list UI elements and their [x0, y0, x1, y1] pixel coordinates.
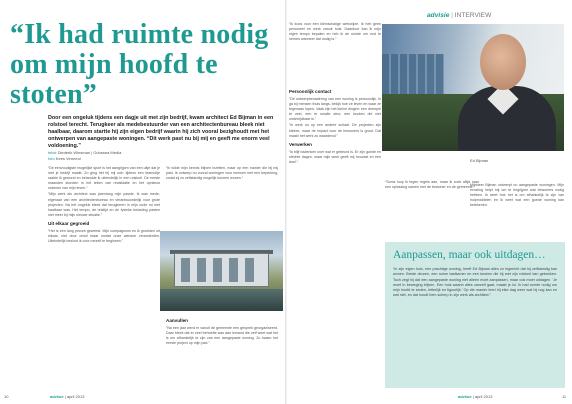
- rubric-separator: |: [451, 12, 453, 19]
- body-paragraph: “Ik werk nu op een andere schaal. De projecten zijn kleiner, maar de impact voor de bewoners is groot. Dat maakt het werk zo waardevol.”: [289, 123, 381, 138]
- page-gutter: [285, 0, 287, 404]
- footer-brand: advisie: [458, 394, 472, 399]
- window: [181, 258, 190, 282]
- body-paragraph: “Soms loop ik tegen regels aan, maar ik zoek altijd naar een oplossing samen met de bewoner en de gemeente.”: [385, 180, 479, 190]
- pond-reflection: [160, 289, 283, 311]
- window: [213, 258, 222, 282]
- body-paragraph: “Mijn werk als architect was jarenlang mijn passie. Ik was mede-eigenaar van een architectenbureau en verantwoordelijk voor grote projecten. Na het ongeluk bleek dat terugkeren in mijn oude rol niet haalbaar was. Het tempo, de reistijd en de fysieke belasting pasten niet meer bij mijn nieuwe situatie.”: [48, 192, 160, 217]
- person-head: [480, 34, 526, 90]
- subheading: Verwerken: [289, 141, 312, 147]
- footer-left: [50, 394, 84, 399]
- body-paragraph: “De eenvoudigste mogelijke sport is het aangrijpen van een uitje dat je met je bedrijf maakt. Zo ging het bij mij ook: tijdens een teamuitje raakte ik gewond en belandde ik uiteindelijk in een rolstoel. De eerste maanden stonden in het teken van revalidatie en het opnieuw ordenen van mijn leven.”: [48, 166, 160, 191]
- rubric-brand: advisie: [427, 12, 450, 19]
- footer-brand: advisie: [50, 394, 64, 399]
- box-title: Aanpassen, maar ook uitdagen…: [393, 249, 546, 261]
- right-column-1: [289, 22, 381, 86]
- subheading: Uit elkaar gegroeid: [48, 220, 90, 226]
- subheading: Persoonlijk contact: [289, 89, 332, 94]
- credits: [48, 150, 248, 162]
- rubric-section: INTERVIEW: [454, 12, 492, 19]
- portrait-caption: Ed Bijman: [470, 158, 489, 163]
- portrait-photo: [382, 24, 564, 151]
- window: [229, 258, 238, 282]
- page-number-right: 11: [562, 394, 567, 399]
- right-column-2: [289, 86, 381, 264]
- side-text: [470, 183, 564, 233]
- body-paragraph: “Ik blijf nadenken over wat er gebeurd is. Er zijn goede en slechte dagen, maar mijn werk geeft mij houvast en een doel.”: [289, 149, 381, 164]
- section-rubric: [427, 12, 491, 19]
- footer-issue: | april 2013: [64, 394, 85, 399]
- photo-credit: [48, 156, 248, 162]
- body-paragraph: “Ik wilde mijn kennis blijven inzetten, maar op een manier die bij mij past. Ik ontwerp nu vooral woningen voor mensen met een beperking, zodat zij zo zelfstandig mogelijk kunnen wonen.”: [166, 166, 278, 181]
- text-credit-label: tekst: [48, 150, 57, 155]
- body-paragraph: Mijnheer Bijman ontwerpt nu aangepaste woningen. Mijn ervaring helpt mij om te begrijpen wat bewoners nodig hebben. Ik weet hoe het is om afhankelijk te zijn van hulpmiddelen en ik weet wat een goede woning kan betekenen.: [470, 183, 564, 208]
- window: [245, 258, 254, 282]
- left-column-3: [166, 315, 278, 391]
- building-facade: [174, 253, 269, 287]
- photo-credit-label: foto: [48, 156, 55, 161]
- headline: “Ik had ruimte nodig om mijn hoofd te stoten”: [10, 19, 269, 110]
- box-paragraph: “In zijn eigen huis, een prachtige woning, heeft Ed Bijman alles zo ingericht dat hij zelfstandig kan wonen. Brede deuren, een ruime badkamer en een keuken die hij met zijn rolstoel kan gebruiken. Toch zegt hij dat een aangepaste woning niet alleen moet aanpassen, maar ook moet uitdagen. ‘Je moet in beweging blijven. Een huis waarin alles vanzelf gaat, maakt je lui. Ik had ruimte nodig om mijn hoofd te stoten, letterlijk en figuurlijk.’ Op die manier leert hij elke dag weer wat hij nog kan en wat niet, en dat houdt hem scherp in zijn werk als architect.”: [393, 267, 557, 298]
- body-paragraph: “Het is een lang proces geweest. Mijn compagnons en ik groeiden uit elkaar, niet door onwil maar omdat onze wensen veranderden. Uiteindelijk besloot ik voor mezelf te beginnen.”: [48, 228, 160, 244]
- window: [197, 258, 206, 282]
- intro-paragraph: Door een ongeluk tijdens een dagje uit met zijn bedrijf, kwam architect Ed Bijman in een rolstoel terecht. Terugkeer als medebestuurder van een architectenbureau bleek niet haalbaar, daarom startte hij zijn eigen bedrijf waarin hij zich vooral bezighoudt met het ontwerpen van aangepaste woningen. “Dit werk past nu bij mij en geeft me enorm veel voldoening.”: [48, 115, 274, 149]
- left-column-2: [166, 166, 278, 228]
- body-paragraph: “De ontwerpbenadering van een woning is persoonlijk. Ik ga bij mensen thuis langs, bekijk hoe ze leven en waar ze tegenaan lopen. Vaak zijn het kleine dingen: een drempel te veel, een te smalle deur, een keuken die niet onderrijdbaar is.”: [289, 97, 381, 122]
- left-column-1: [48, 166, 160, 390]
- sidebar-box: [385, 242, 565, 388]
- footer-issue: | april 2013: [472, 394, 493, 399]
- subheading: Aanvullen: [166, 318, 188, 323]
- text-credit-value: Diederik Winsman | Odussea Media: [57, 150, 122, 155]
- body-paragraph: “Na een jaar werd er vanuit de gemeente een gesprek georganiseerd. Daar bleek dat er veel behoefte was aan iemand die zelf weet wat het is om afhankelijk te zijn van een aangepaste woning. Zo kwam het eerste project op mijn pad.”: [166, 326, 278, 346]
- footer-right: [458, 394, 492, 399]
- page-number-left: 10: [4, 394, 9, 399]
- body-paragraph: “Ik koos voor een kleinschalige werkwijze. Ik heb geen personeel en werk vanuit huis. Daardoor kan ik mijn eigen tempo bepalen en heb ik de ruimte om rust te nemen wanneer dat nodig is.”: [289, 22, 381, 42]
- photo-credit-value: Kees Vermeul: [55, 156, 81, 161]
- building-photo: [160, 231, 283, 311]
- right-column-3: [385, 180, 479, 240]
